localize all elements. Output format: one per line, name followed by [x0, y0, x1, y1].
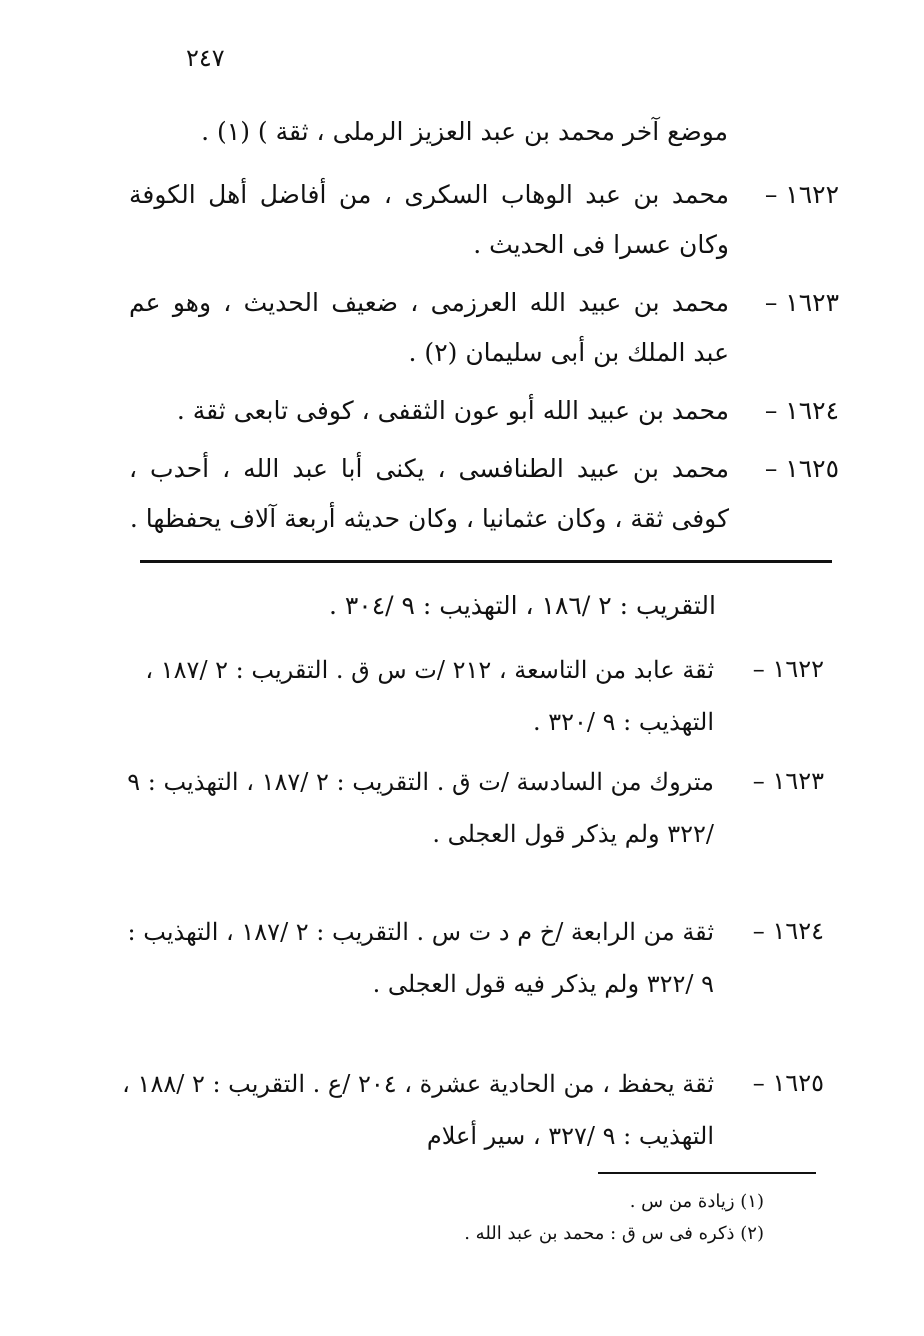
entry-number: ١٦٢٢ – — [764, 180, 839, 209]
entry-text: محمد بن عبيد الطنافسى ، يكنى أبا عبد الله ، أحدب ، كوفى ثقة ، وكان عثمانيا ، وكان حديثه أربعة آلاف يحفظها . — [129, 454, 729, 533]
footnote-divider — [598, 1172, 816, 1174]
entry-text: محمد بن عبيد الله أبو عون الثقفى ، كوفى تابعى ثقة . — [176, 396, 729, 425]
note-number: ١٦٢٢ – — [752, 655, 824, 683]
footnote-2: (٢) ذكره فى س ق : محمد بن عبد الله . — [464, 1223, 764, 1244]
entry-number: ١٦٢٤ – — [764, 396, 839, 425]
entry-text: محمد بن عبيد الله العرزمى ، ضعيف الحديث ، وهو عم عبد الملك بن أبى سليمان (٢) . — [129, 288, 729, 367]
entry-number: ١٦٢٣ – — [764, 288, 839, 317]
entry-number: ١٦٢٥ – — [764, 454, 839, 483]
footnote-1: (١) زيادة من س . — [629, 1191, 764, 1212]
note-number: ١٦٢٥ – — [752, 1069, 824, 1097]
note-number: ١٦٢٣ – — [752, 767, 824, 795]
page-number: ٢٤٧ — [186, 44, 225, 72]
note-number: ١٦٢٤ – — [752, 917, 824, 945]
note-text: ثقة يحفظ ، من الحادية عشرة ، ٢٠٤ /ع . التقريب : ٢ /١٨٨ ، التهذيب : ٩ /٣٢٧ ، سير أعلام — [122, 1070, 714, 1150]
note-text: متروك من السادسة /ت ق . التقريب : ٢ /١٨٧ ، التهذيب : ٩ /٣٢٢ ولم يذكر قول العجلى . — [127, 768, 714, 848]
note-text: ثقة عابد من التاسعة ، ٢١٢ /ت س ق . التقريب : ٢ /١٨٧ ، التهذيب : ٩ /٣٢٠ . — [145, 656, 714, 736]
note-text: ثقة من الرابعة /خ م د ت س . التقريب : ٢ /١٨٧ ، التهذيب : ٩ /٣٢٢ ولم يذكر فيه قول العجلى . — [127, 918, 714, 998]
section-divider — [140, 560, 832, 563]
entry-text: محمد بن عبد الوهاب السكرى ، من أفاضل أهل الكوفة وكان عسرا فى الحديث . — [129, 180, 729, 259]
continuation-line: موضع آخر محمد بن عبد العزيز الرملى ، ثقة ) (١) . — [201, 117, 728, 146]
notes-lead: التقريب : ٢ /١٨٦ ، التهذيب : ٩ /٣٠٤ . — [328, 591, 716, 620]
